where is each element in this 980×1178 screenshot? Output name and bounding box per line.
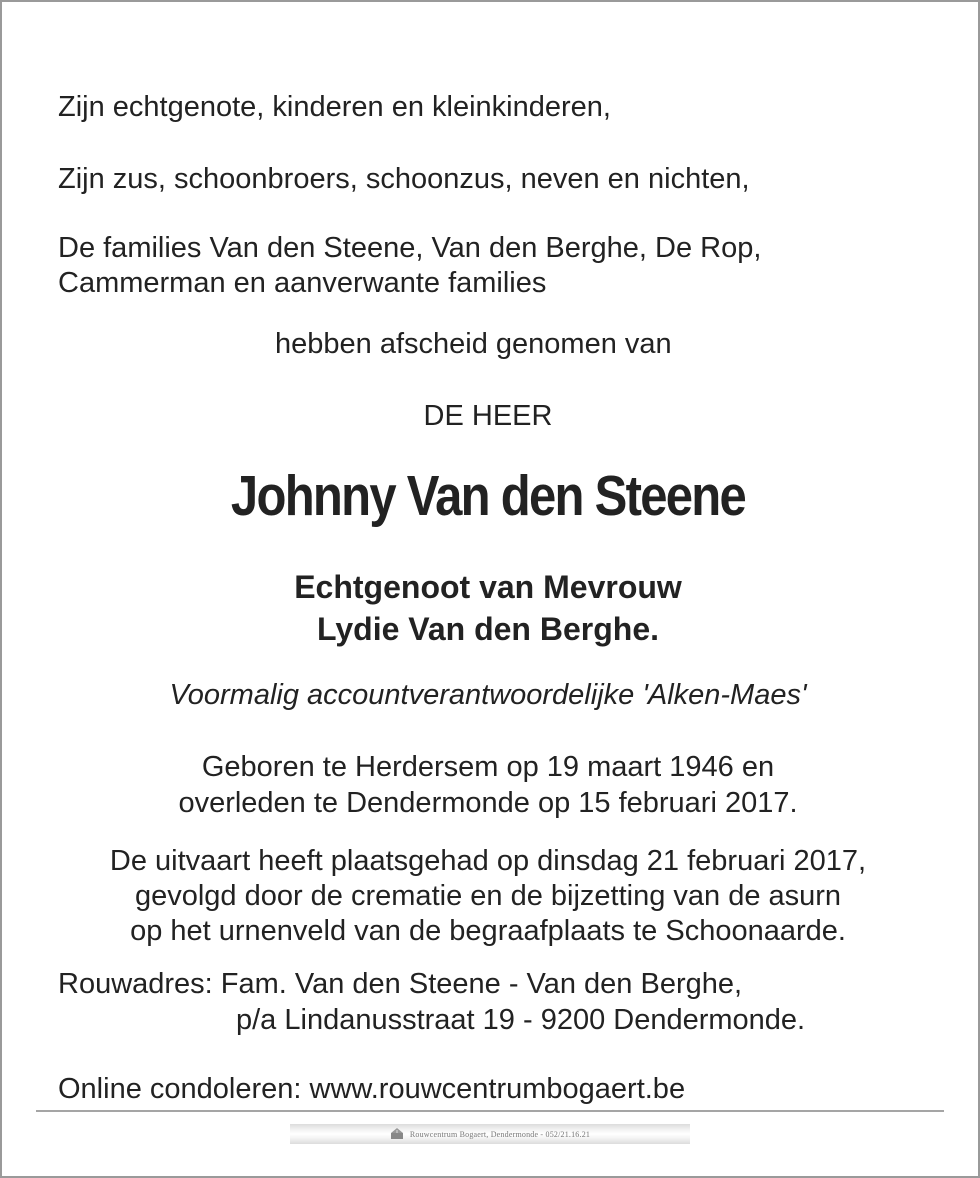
funeral-line-2: gevolgd door de crematie en de bijzetting van de asurn <box>134 880 842 912</box>
occupation: Voormalig accountverantwoordelijke 'Alken-Maes' <box>169 679 807 711</box>
spouse-line-1: Echtgenoot van Mevrouw <box>294 569 682 605</box>
deceased-name: Johnny Van den Steene <box>230 464 746 528</box>
publisher-text: Rouwcentrum Bogaert, Dendermonde - 052/21.16.21 <box>409 1129 591 1139</box>
birth-line: Geboren te Herdersem op 19 maart 1946 en <box>201 751 775 783</box>
family-line-4: Cammerman en aanverwante families <box>58 267 547 299</box>
spouse-line-2: Lydie Van den Berghe. <box>316 611 659 647</box>
bottom-divider <box>36 1110 944 1112</box>
publisher-logo-icon <box>390 1128 404 1140</box>
death-line: overleden te Dendermonde op 15 februari 2017. <box>178 787 798 819</box>
funeral-line-1: De uitvaart heeft plaatsgehad op dinsdag 21 februari 2017, <box>109 845 867 877</box>
condolence-line: Online condoleren: www.rouwcentrumbogaert.be <box>58 1073 686 1105</box>
honorific: DE HEER <box>423 400 553 432</box>
publisher-footer <box>290 1124 690 1144</box>
funeral-line-3: op het urnenveld van de begraafplaats te Schoonaarde. <box>130 915 846 947</box>
family-line-2: Zijn zus, schoonbroers, schoonzus, neven en nichten, <box>58 163 750 195</box>
address-line-1: Rouwadres: Fam. Van den Steene - Van den Berghe, <box>58 968 743 1000</box>
family-line-1: Zijn echtgenote, kinderen en kleinkinderen, <box>58 91 611 123</box>
family-line-3: De families Van den Steene, Van den Berghe, De Rop, <box>58 232 762 264</box>
address-line-2: p/a Lindanusstraat 19 - 9200 Dendermonde. <box>236 1004 806 1036</box>
farewell-intro: hebben afscheid genomen van <box>275 328 672 360</box>
